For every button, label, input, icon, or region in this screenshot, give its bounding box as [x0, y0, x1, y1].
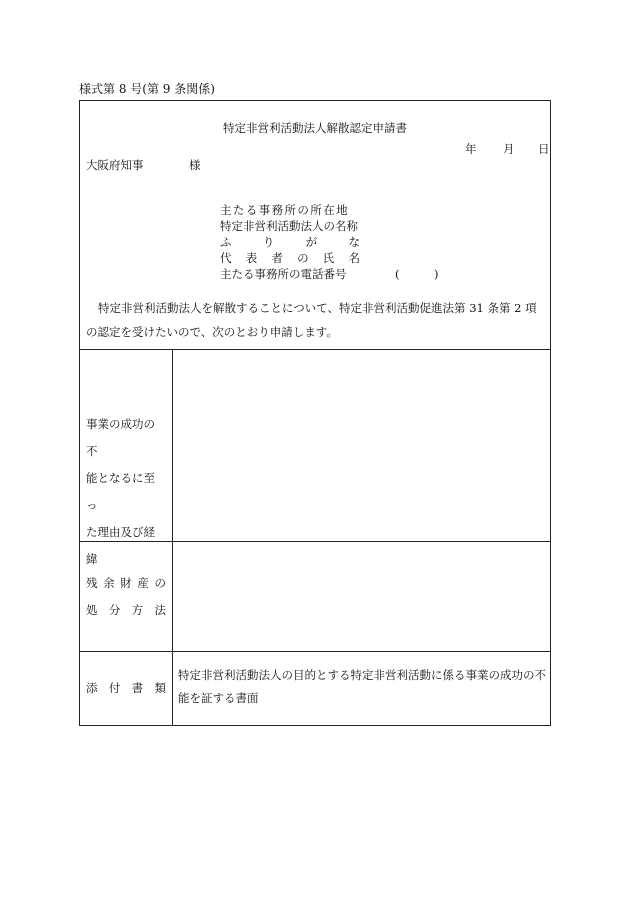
furigana-label: [220, 234, 360, 250]
phone-label: 主たる事務所の電話番号: [220, 267, 347, 281]
declaration-text: 特定非営利活動法人を解散することについて、特定非営利活動促進法第 31 条第 2 項の認定を受けたいので、次のとおり申請します。: [86, 301, 537, 339]
furigana-char: り: [262, 235, 275, 249]
row-label-reason: [80, 411, 172, 573]
representative-char: 者: [271, 251, 283, 265]
npo-name-label: 特定非営利活動法人の名称: [220, 219, 358, 233]
office-address-label: 主たる事務所の所在地: [220, 203, 349, 217]
date-year-label: 年: [465, 142, 477, 156]
phone-value: ( ): [395, 267, 439, 281]
form-title: 特定非営利活動法人解散認定申請書: [223, 121, 407, 135]
representative-char: 名: [348, 251, 360, 265]
furigana-char: ふ: [220, 235, 232, 249]
row-content-attachments: 特定非営利活動法人の目的とする特定非営利活動に係る事業の成功の不能を証する書面: [178, 668, 546, 705]
label-line: た理由及び経緯: [86, 525, 155, 566]
representative-char: 代: [220, 251, 232, 265]
addressee: 大阪府知事: [86, 158, 144, 172]
label-line: 添 付 書 類: [86, 681, 166, 695]
date-day-label: 日: [538, 142, 550, 156]
furigana-char: な: [348, 235, 360, 249]
representative-name-label: [220, 250, 360, 266]
representative-char: の: [297, 251, 309, 265]
honorific: 様: [189, 158, 201, 172]
label-line: 処 分 方 法: [86, 603, 166, 617]
label-line: 残 余 財 産 の: [86, 576, 166, 590]
representative-char: 氏: [322, 251, 335, 265]
furigana-char: が: [305, 235, 318, 249]
label-line: 事業の成功の不: [86, 417, 155, 458]
column-divider: [172, 349, 173, 725]
application-form-frame: [79, 100, 551, 726]
row-label-asset-disposal: [80, 570, 172, 624]
row-label-attachments: [80, 675, 172, 702]
date-month-label: 月: [503, 142, 515, 156]
form-number-label: 様式第 8 号(第 9 条関係): [79, 82, 215, 96]
label-line: 能となるに至っ: [86, 471, 155, 512]
representative-char: 表: [245, 251, 258, 265]
row-divider: [80, 651, 550, 652]
header-divider: [80, 349, 550, 350]
